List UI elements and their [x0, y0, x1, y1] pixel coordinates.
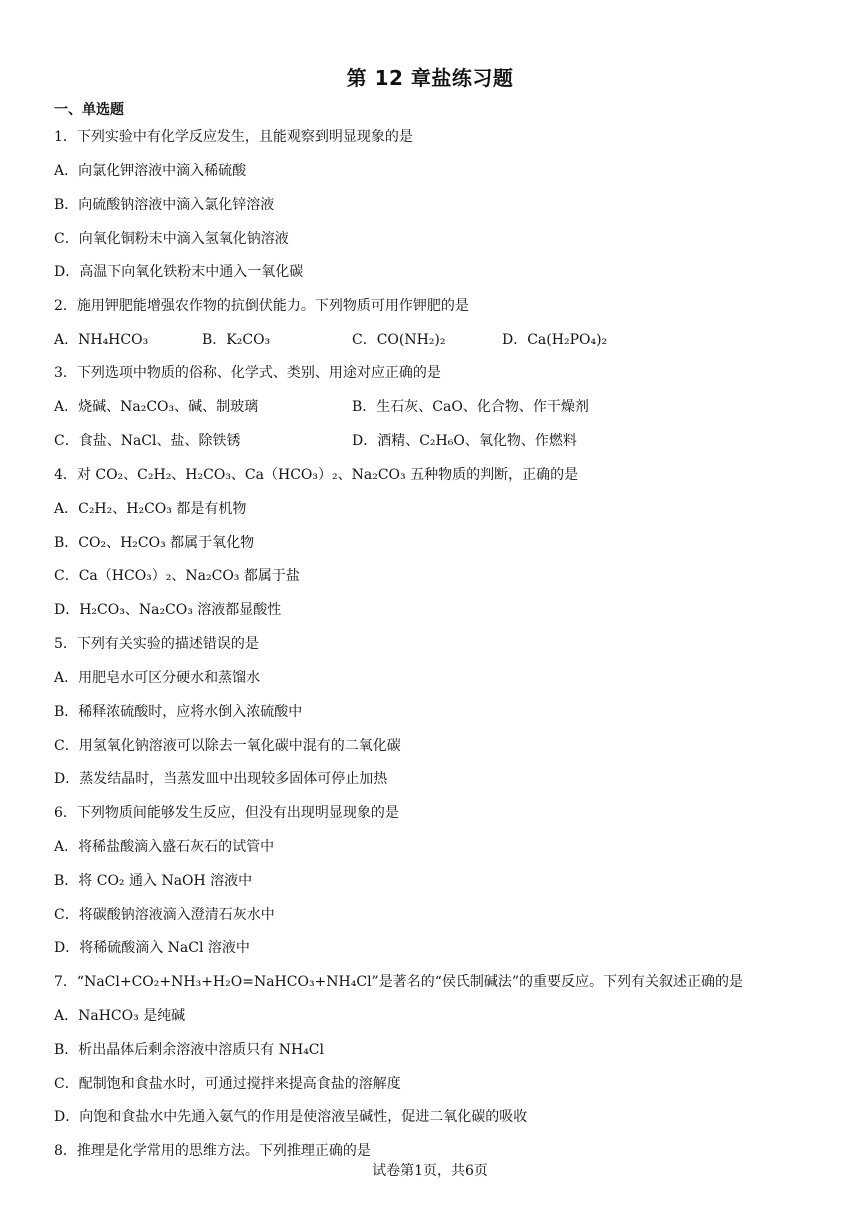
- question-3-option-b: B．生石灰、CaO、化合物、作干燥剂: [352, 399, 589, 415]
- question-5-option-d: D．蒸发结晶时，当蒸发皿中出现较多固体可停止加热: [54, 771, 388, 787]
- question-7-stem: 7．“NaCl+CO₂+NH₃+H₂O=NaHCO₃+NH₄Cl”是著名的“侯氏制碱法”的重要反应。下列有关叙述正确的是: [54, 974, 744, 990]
- question-5-option-c: C．用氢氧化钠溶液可以除去一氧化碳中混有的二氧化碳: [54, 738, 401, 754]
- question-7-option-b: B．析出晶体后剩余溶液中溶质只有 NH₄Cl: [54, 1042, 324, 1058]
- question-7-option-d: D．向饱和食盐水中先通入氨气的作用是使溶液呈碱性，促进二氧化碳的吸收: [54, 1109, 528, 1125]
- question-7-option-c: C．配制饱和食盐水时，可通过搅拌来提高食盐的溶解度: [54, 1076, 401, 1092]
- question-3-stem: 3．下列选项中物质的俗称、化学式、类别、用途对应正确的是: [54, 365, 441, 381]
- question-1-option-c: C．向氧化铜粉末中滴入氢氧化钠溶液: [54, 231, 289, 247]
- question-2-option-a: A．NH₄HCO₃: [54, 332, 149, 348]
- question-6-option-a: A．将稀盐酸滴入盛石灰石的试管中: [54, 839, 275, 855]
- question-6-option-b: B．将 CO₂ 通入 NaOH 溶液中: [54, 873, 253, 889]
- question-4-stem: 4．对 CO₂、C₂H₂、H₂CO₃、Ca（HCO₃）₂、Na₂CO₃ 五种物质的判断，正确的是: [54, 467, 579, 483]
- question-4-option-a: A．C₂H₂、H₂CO₃ 都是有机物: [54, 501, 247, 517]
- question-3-option-c: C．食盐、NaCl、盐、除铁锈: [54, 433, 241, 449]
- question-2-stem: 2．施用钾肥能增强农作物的抗倒伏能力。下列物质可用作钾肥的是: [54, 298, 469, 314]
- question-6-stem: 6．下列物质间能够发生反应，但没有出现明显现象的是: [54, 805, 399, 821]
- question-2-option-b: B．K₂CO₃: [202, 332, 271, 348]
- question-3-option-d: D．酒精、C₂H₆O、氧化物、作燃料: [352, 433, 577, 449]
- page-title: 第 12 章盐练习题: [346, 66, 514, 90]
- question-6-option-c: C．将碳酸钠溶液滴入澄清石灰水中: [54, 907, 275, 923]
- question-4-option-c: C．Ca（HCO₃）₂、Na₂CO₃ 都属于盐: [54, 568, 300, 584]
- question-7-option-a: A．NaHCO₃ 是纯碱: [54, 1008, 186, 1024]
- section-title: 一、单选题: [54, 102, 124, 118]
- question-8-stem: 8．推理是化学常用的思维方法。下列推理正确的是: [54, 1143, 371, 1159]
- question-2-option-c: C．CO(NH₂)₂: [352, 332, 446, 348]
- question-4-option-b: B．CO₂、H₂CO₃ 都属于氧化物: [54, 535, 255, 551]
- question-5-option-b: B．稀释浓硫酸时，应将水倒入浓硫酸中: [54, 704, 303, 720]
- question-3-option-a: A．烧碱、Na₂CO₃、碱、制玻璃: [54, 399, 259, 415]
- question-5-option-a: A．用肥皂水可区分硬水和蒸馏水: [54, 670, 261, 686]
- question-1-option-b: B．向硫酸钠溶液中滴入氯化锌溶液: [54, 197, 275, 213]
- question-1-option-a: A．向氯化钾溶液中滴入稀硫酸: [54, 163, 247, 179]
- question-5-stem: 5．下列有关实验的描述错误的是: [54, 636, 259, 652]
- question-4-option-d: D．H₂CO₃、Na₂CO₃ 溶液都显酸性: [54, 602, 282, 618]
- page-footer: 试卷第1页，共6页: [372, 1163, 488, 1179]
- question-1-stem: 1．下列实验中有化学反应发生，且能观察到明显现象的是: [54, 129, 413, 145]
- question-2-option-d: D．Ca(H₂PO₄)₂: [502, 332, 608, 348]
- question-1-option-d: D．高温下向氧化铁粉末中通入一氧化碳: [54, 264, 304, 280]
- question-6-option-d: D．将稀硫酸滴入 NaCl 溶液中: [54, 940, 250, 956]
